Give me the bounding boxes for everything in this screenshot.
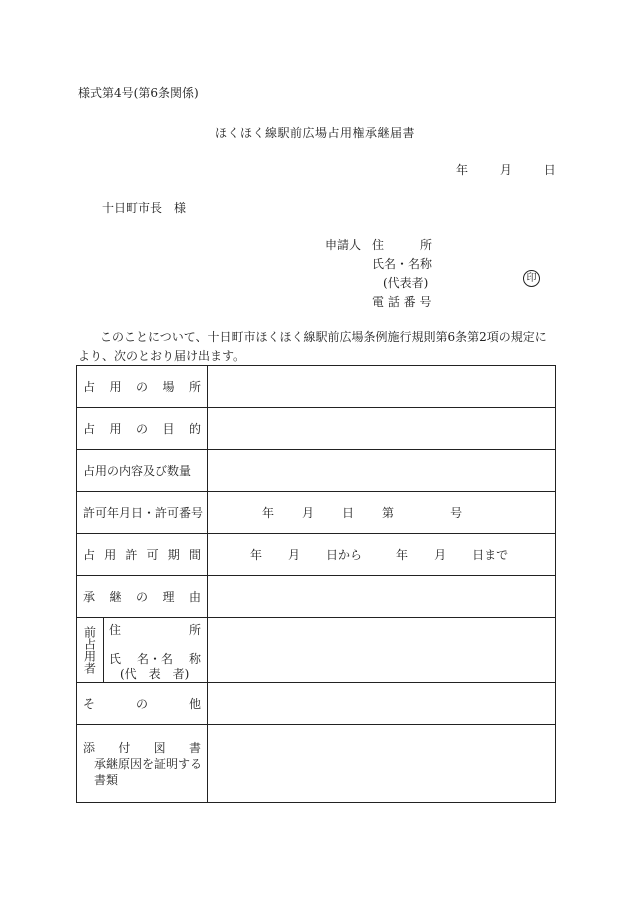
label-text: 占用の内容及び数量 — [83, 464, 192, 478]
label-char: 名・名 — [136, 652, 173, 666]
row-purpose — [77, 408, 556, 450]
field-other[interactable] — [208, 683, 556, 725]
label-char: 期 — [167, 548, 180, 562]
label-char: 理 — [162, 590, 175, 604]
unit-year: 年 — [250, 548, 263, 562]
row-other — [77, 683, 556, 725]
attachments-note: 承継原因を証明する書類 — [94, 757, 203, 787]
field-content[interactable] — [208, 450, 556, 492]
row-previous-occupant — [77, 618, 556, 683]
date-day-label: 日 — [543, 163, 556, 177]
field-permit-period[interactable] — [208, 534, 556, 576]
document-title: ほくほく線駅前広場占用権承継届書 — [214, 126, 415, 140]
label-previous-occupant — [77, 618, 208, 683]
field-reason[interactable] — [208, 576, 556, 618]
form-table — [76, 365, 556, 803]
field-previous-occupant[interactable] — [208, 618, 556, 683]
row-permit-period — [77, 534, 556, 576]
row-attachments — [77, 725, 556, 803]
form-number: 様式第4号(第6条関係) — [78, 86, 199, 100]
unit-number: 号 — [450, 506, 463, 520]
date-month-label: 月 — [499, 163, 512, 177]
representative-label: (代 表 者) — [120, 667, 190, 681]
label-char: 許 — [125, 548, 138, 562]
label-char: 由 — [188, 590, 201, 604]
field-permit-date-number[interactable] — [208, 492, 556, 534]
label-char: 継 — [109, 590, 122, 604]
unit-year: 年 — [262, 506, 275, 520]
label-purpose — [77, 408, 208, 450]
row-place — [77, 366, 556, 408]
applicant-name-label: 氏名・名称 — [372, 257, 433, 271]
field-attachments[interactable] — [208, 725, 556, 803]
label-char: 所 — [188, 380, 201, 394]
label-char: 添 — [83, 741, 96, 755]
label-char: 目 — [162, 422, 175, 436]
date-year-label: 年 — [456, 163, 469, 177]
label-char: そ — [83, 697, 96, 711]
row-content — [77, 450, 556, 492]
label-char: 用 — [104, 548, 117, 562]
applicant-representative-label: (代表者) — [383, 276, 429, 290]
label-char: の — [135, 697, 148, 711]
label-char: の — [135, 380, 148, 394]
label-char: 用 — [109, 422, 122, 436]
label-char: 間 — [188, 548, 201, 562]
label-char: 書 — [188, 741, 201, 755]
unit-month: 月 — [302, 506, 315, 520]
applicant-label: 申請人 — [325, 238, 362, 252]
previous-occupant-label: 前占用者 — [82, 626, 97, 674]
label-char: 住 — [109, 623, 122, 637]
label-char: 占 — [83, 548, 96, 562]
label-char: 可 — [146, 548, 159, 562]
label-char: の — [135, 590, 148, 604]
applicant-phone-label: 電 話 番 号 — [372, 295, 432, 309]
label-char: 付 — [118, 741, 131, 755]
row-reason — [77, 576, 556, 618]
unit-month: 月 — [434, 548, 447, 562]
label-content — [77, 450, 208, 492]
applicant-address-label: 住 所 — [372, 238, 433, 252]
row-permit-date-number — [77, 492, 556, 534]
date-line — [456, 161, 556, 178]
label-attachments — [77, 725, 208, 803]
label-char: 所 — [188, 623, 201, 637]
unit-year: 年 — [396, 548, 409, 562]
label-text: 許可年月日・許可番号 — [83, 506, 204, 520]
unit-dai: 第 — [382, 506, 395, 520]
label-char: の — [135, 422, 148, 436]
unit-month: 月 — [288, 548, 301, 562]
unit-day: 日 — [342, 506, 355, 520]
unit-from: 日から — [326, 548, 363, 562]
label-char: 用 — [109, 380, 122, 394]
label-char: 氏 — [109, 652, 122, 666]
label-place — [77, 366, 208, 408]
field-place[interactable] — [208, 366, 556, 408]
label-char: 承 — [83, 590, 96, 604]
addressee: 十日町市長 様 — [102, 201, 187, 215]
label-char: 占 — [83, 422, 96, 436]
unit-until: 日まで — [472, 548, 509, 562]
label-char: 他 — [188, 697, 201, 711]
previous-occupant-sublabels — [104, 618, 207, 682]
label-permit-period — [77, 534, 208, 576]
previous-occupant-vertical-cell — [77, 618, 104, 682]
label-char: 図 — [153, 741, 166, 755]
seal-mark: 印 — [523, 270, 540, 287]
label-other — [77, 683, 208, 725]
label-char: 占 — [83, 380, 96, 394]
label-permit-date-number — [77, 492, 208, 534]
body-text: このことについて、十日町市ほくほく線駅前広場条例施行規則第6条第2項の規定により、次のとおり届け出ます。 — [78, 330, 547, 363]
label-reason — [77, 576, 208, 618]
label-char: 場 — [162, 380, 175, 394]
label-char: 的 — [188, 422, 201, 436]
field-purpose[interactable] — [208, 408, 556, 450]
label-char: 称 — [188, 652, 201, 666]
